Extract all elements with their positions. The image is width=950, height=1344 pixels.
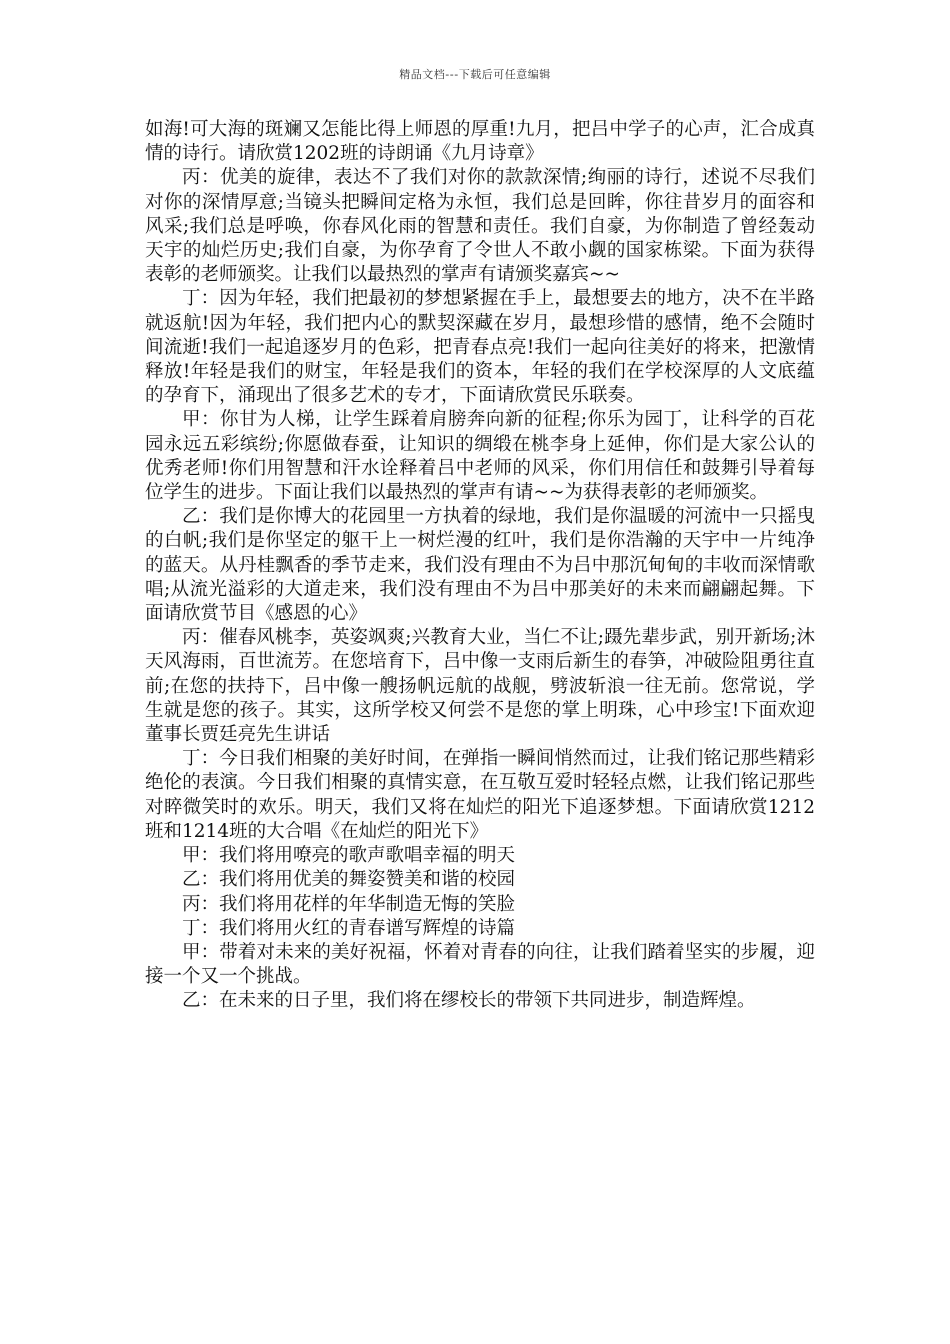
paragraph: 乙：在未来的日子里，我们将在缪校长的带领下共同进步，制造辉煌。 xyxy=(182,990,756,1012)
paragraph: 丙：我们将用花样的年华制造无悔的笑脸 xyxy=(182,893,516,915)
page-header: 精品文档---下载后可任意编辑 xyxy=(399,68,551,81)
paragraph: 乙：我们将用优美的舞姿赞美和谐的校园 xyxy=(182,869,516,891)
paragraph: 丙：优美的旋律，表达不了我们对你的款款深情;绚丽的诗行，述说不尽我们对你的深情厚意;当镜头把瞬间定格为永恒，我们总是回眸，你往昔岁月的面容和风采;我们总是呼唤，你春风化雨的智慧和责任。我们自豪，为你制造了曾经轰动天宇的灿烂历史;我们自豪，为你孕育了令世人不敢小觑的国家栋梁。下面为获得表彰的老师颁奖。让我们以最热烈的掌声有请颁奖嘉宾~~ xyxy=(145,167,815,286)
document-body xyxy=(145,118,815,1014)
paragraph: 甲：我们将用嘹亮的歌声歌唱幸福的明天 xyxy=(182,845,516,867)
paragraph: 丁：今日我们相聚的美好时间，在弹指一瞬间悄然而过，让我们铭记那些精彩绝伦的表演。今日我们相聚的真情实意，在互敬互爱时轻轻点燃，让我们铭记那些对睟微笑时的欢乐。明天，我们又将在灿烂的阳光下追逐梦想。下面请欣赏1212班和1214班的大合唱《在灿烂的阳光下》 xyxy=(145,748,815,842)
paragraph: 甲：你甘为人梯，让学生踩着肩膀奔向新的征程;你乐为园丁，让科学的百花园永远五彩缤纷;你愿做春蚕，让知识的绸缎在桃李身上延伸，你们是大家公认的优秀老师!你们用智慧和汗水诠释着吕中老师的风采，你们用信任和鼓舞引导着每位学生的进步。下面让我们以最热烈的掌声有请~~为获得表彰的老师颁奖。 xyxy=(145,409,816,504)
paragraph: 丙：催春风桃李，英姿飒爽;兴教育大业，当仁不让;蹑先辈步武，别开新场;沐天风海雨，百世流芳。在您培育下，吕中像一支雨后新生的春笋，冲破险阻勇往直前;在您的扶持下，吕中像一艘扬帆远航的战舰，劈波斩浪一往无前。您常说，学生就是您的孩子。其实，这所学校又何尝不是您的掌上明珠，心中珍宝!下面欢迎董事长贾廷亮先生讲话 xyxy=(145,627,816,746)
paragraph: 丁：因为年轻，我们把最初的梦想紧握在手上，最想要去的地方，决不在半路就返航!因为年轻，我们把内心的默契深藏在岁月，最想珍惜的感情，绝不会随时间流逝!我们一起追逐岁月的色彩，把青春点亮!我们一起向往美好的将来，把激情释放!年轻是我们的财宝，年轻是我们的资本，年轻的我们在学校深厚的人文底蕴的孕育下，涌现出了很多艺术的专才，下面请欣赏民乐联奏。 xyxy=(145,288,816,407)
paragraph: 乙：我们是你博大的花园里一方执着的绿地，我们是你温暖的河流中一只摇曳的白帆;我们是你坚定的躯干上一树烂漫的红叶，我们是你浩瀚的天宇中一片纯净的蓝天。从丹桂飘香的季节走来，我们没有理由不为吕中那沉甸甸的丰收而深情歌唱;从流光溢彩的大道走来，我们没有理由不为吕中那美好的未来而翩翩起舞。下面请欣赏节目《感恩的心》 xyxy=(145,506,815,625)
paragraph: 丁：我们将用火红的青春谱写辉煌的诗篇 xyxy=(182,917,516,939)
paragraph: 甲：带着对未来的美好祝福，怀着对青春的向往，让我们踏着坚实的步履，迎接一个又一个挑战。 xyxy=(145,941,815,988)
paragraph: 如海!可大海的斑斓又怎能比得上师恩的厚重!九月，把吕中学子的心声，汇合成真情的诗行。请欣赏1202班的诗朗诵《九月诗章》 xyxy=(145,119,815,165)
